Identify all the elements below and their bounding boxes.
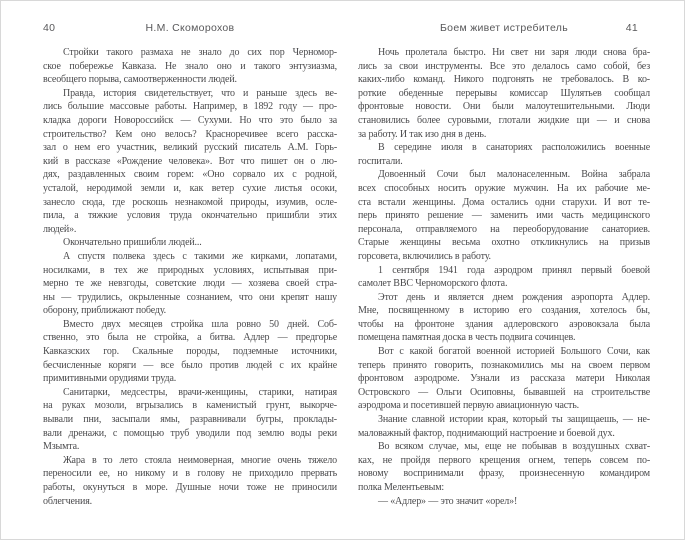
text-line: полка Мелентьевым: — [358, 482, 445, 493]
page-number-right: 41 — [625, 22, 638, 34]
text-line: Мзымта. — [43, 441, 80, 453]
text-line: новому воспринимали фразу, произнесенную командиром — [358, 468, 650, 480]
text-line: — «Адлер» — это значит «орел»! — [378, 495, 518, 507]
text-line: строительство? Кем оно велось? Красноречивее всего расска- — [43, 128, 337, 140]
text-line: переносили ее, но никому и в голову не приходило прервать — [43, 468, 337, 480]
text-line: всех способных носить оружие мужчин. На их рабочие ме- — [358, 182, 650, 194]
text-line: Вместо двух месяцев стройка шла ровно 50 дней. Соб- — [63, 318, 337, 330]
text-line: персонала, отправляемого на переоборудование санаториев. — [358, 223, 650, 235]
text-line: кий в рассказе «Рождение человека». Вот что пишет он о лю- — [43, 155, 337, 167]
running-header-title: Боем живет истребитель — [439, 22, 569, 34]
text-line: помещена памятная доска в честь подвига сочинцев. — [358, 332, 576, 344]
text-line: Островского — Ольги Осиповны, бывавшей на строительстве — [358, 386, 650, 398]
text-line: ны — трудились, окрыленные сознанием, что они крепят нашу — [43, 291, 337, 303]
text-line: 1 сентября 1941 года аэродром принял первый боевой — [378, 264, 650, 276]
text-line: чтобы на фронтоне здания адлеровского аэровокзала была — [358, 318, 650, 330]
text-line: теперь принято говорить, познакомились мы на своем первом — [358, 359, 650, 371]
text-line: ста встали женщины. Дома остались одни старухи. И вот те- — [358, 196, 650, 208]
text-line: роткие обеденные перерывы комиссар Шулятьев сообщал — [358, 87, 650, 99]
text-line: вывали пни, засыпали ямы, разравнивали бугры, проклады- — [43, 414, 337, 426]
text-line: дях, раздавленных своим горем: «Оно сорвало их с родной, — [43, 169, 337, 181]
page-body-right — [358, 46, 650, 508]
text-line: ках, не пройдя первого крещения огнем, теперь совсем по- — [358, 454, 650, 466]
text-line: примитивными орудиями труда. — [43, 373, 177, 385]
text-line: людей». — [43, 223, 77, 235]
page-body-left — [43, 46, 337, 508]
page-left — [43, 22, 337, 508]
text-line: зал о нем его участник, великий русский писатель А.М. Горь- — [43, 142, 337, 154]
text-line: лись за свои инструменты. Все это делалось само собой, без — [358, 60, 650, 72]
text-line: кладка дороги Новороссийск — Сухуми. Но что это было за — [43, 114, 337, 126]
text-line: Кавказских гор. Скальные породы, подземные источники, — [43, 346, 337, 358]
text-line: Старые женщины весьма охотно откликнулись на призыв — [358, 237, 650, 249]
text-line: облегчения. — [43, 495, 92, 507]
text-line: Этот день и является днем рождения аэропорта Адлер. — [378, 291, 650, 303]
page-header-right — [358, 22, 650, 34]
text-line: бесчисленные коряги — все было против людей с их крайне — [43, 359, 337, 371]
text-line: вали дренажи, с помощью труб уводили под землю воды реки — [43, 427, 337, 439]
text-line: Вот с какой богатой военной историей Большого Сочи, как — [378, 346, 650, 358]
text-line: становились более суровыми, глотали жидкие щи — и снова — [358, 114, 650, 126]
text-line: Правда, история свидетельствует, что и раньше здесь ве- — [63, 87, 337, 99]
text-line: Стройки такого размаха не знало до сих пор Черномор- — [63, 47, 337, 58]
text-line: перь принято решение — заменить ими часть медицинского — [358, 210, 650, 222]
text-line: ственно, это была не стройка, а битва. Адлер — предгорье — [43, 332, 337, 344]
text-line: оборону, приближают победу. — [43, 305, 167, 317]
text-line: Окончательно пришибли людей... — [63, 237, 202, 249]
text-line: А спустя полвека здесь с такими же кирками, лопатами, — [63, 250, 337, 262]
text-line: фронтовые новости. Они были малоутешительными. Люди — [358, 101, 650, 113]
page-right — [358, 22, 650, 508]
text-line: маловажный фактор, поднимающий настроение и боевой дух. — [358, 427, 615, 439]
running-header-author: Н.М. Скоморохов — [145, 22, 235, 34]
text-line: мерно те же невзгоды, советские люди — хозяева своей стра- — [43, 278, 337, 290]
text-line: каких-либо команд. Никого подгонять не требовалось. В ко- — [358, 74, 650, 86]
text-line: самолет ВВС Черноморского флота. — [358, 278, 508, 290]
text-line: занесло сюда, где роскошь незнакомой природы, изумив, осле- — [43, 196, 337, 208]
page-number-left: 40 — [43, 22, 56, 34]
text-line: Во всяком случае, мы, еще не побывав в воздушных схват- — [378, 441, 650, 453]
text-line: аэродрома и посетившей первую авиационную часть. — [358, 400, 580, 412]
text-line: усталой, неродимой земли и, как ветер сухие листья осоки, — [43, 182, 337, 194]
page-header-left — [43, 22, 337, 34]
text-line: носилками, в тех же природных условиях, испытывая при- — [43, 264, 337, 276]
text-line: В середине июля в санаториях расположились военные — [378, 142, 650, 154]
text-line: лись большие массовые работы. Например, в 1892 году — про- — [43, 101, 337, 113]
text-line: за работу. И так изо дня в день. — [358, 128, 487, 140]
text-line: работы, окунуться в море. Душные ночи тоже не приносили — [43, 482, 337, 493]
text-line: горсовета, включились в работу. — [358, 250, 491, 262]
text-line: Знание славной истории края, который ты защищаешь, — не- — [378, 414, 650, 426]
text-line: ское побережье Кавказа. Не знало оно и такого энтузиазма, — [43, 60, 337, 72]
text-line: Жара в то лето стояла неимоверная, многие очень тяжело — [63, 454, 337, 466]
text-line: Ночь пролетала быстро. Ни свет ни заря люди снова бра- — [378, 47, 650, 58]
text-line: на руках мозоли, вгрызались в каменистый грунт, выкорче- — [43, 400, 337, 412]
text-line: Довоенный Сочи был малонаселенным. Война забрала — [378, 169, 650, 181]
text-line: фронтовом аэродроме. Узнали из рассказа матери Николая — [358, 373, 650, 385]
text-line: Санитарки, медсестры, врачи-женщины, старики, натирая — [63, 386, 337, 398]
text-line: госпитали. — [358, 155, 403, 167]
text-line: пила, а тяжкие условия труда окончательно пришибли этих — [43, 210, 337, 222]
text-line: всеобщего порыва, самоотверженности людей. — [43, 74, 237, 86]
text-line: Мне, посвященному в историю его создания, хотелось бы, — [358, 305, 650, 317]
